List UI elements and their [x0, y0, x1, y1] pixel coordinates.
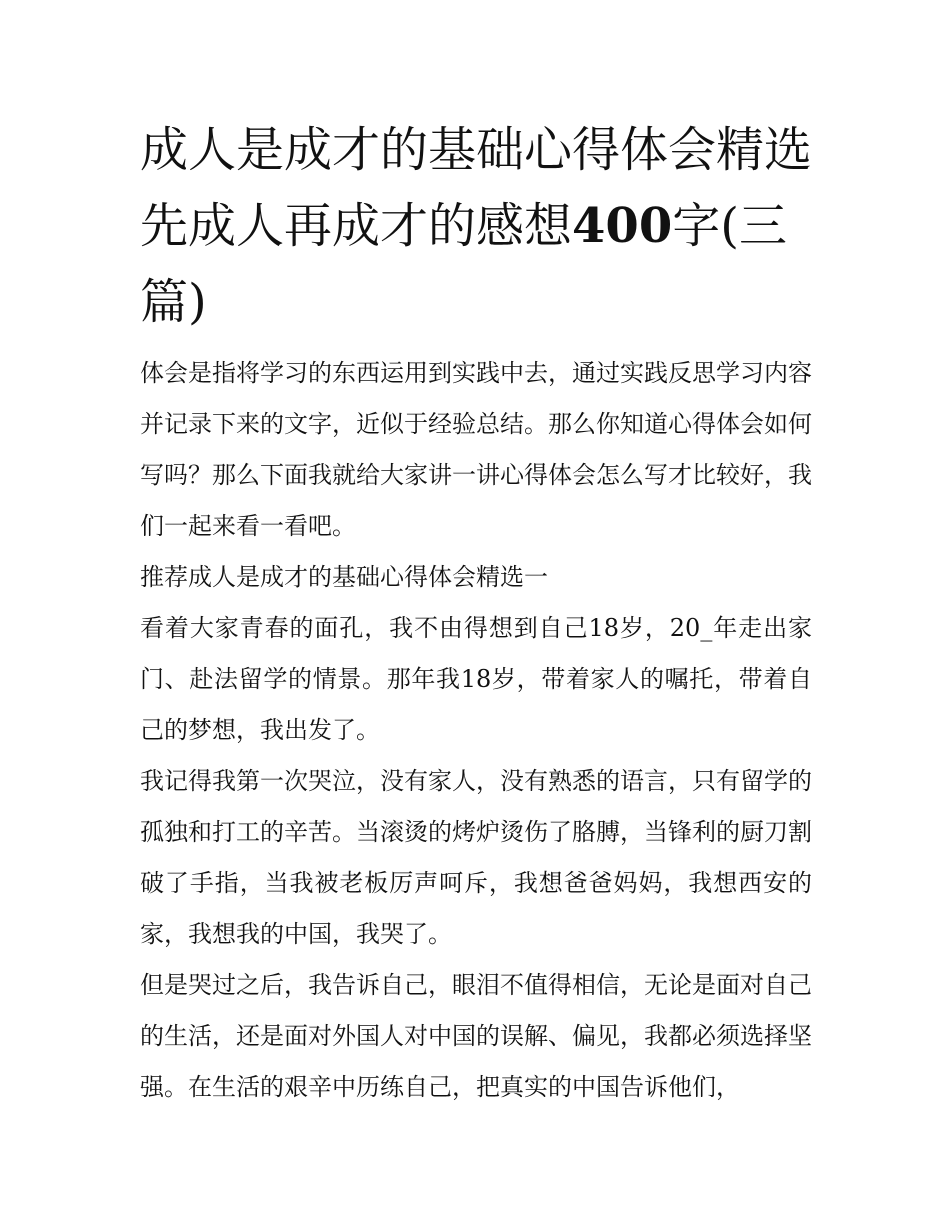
document-page [140, 112, 812, 1113]
title-number: 400 [572, 198, 673, 254]
body-paragraph: 看着大家青春的面孔，我不由得想到自己18岁，20_年走出家门、赴法留学的情景。那年我18岁，带着家人的嘱托，带着自己的梦想，我出发了。 [140, 614, 812, 744]
title-text: 成人是成才的基础心得体会精选 先成人再成才的感想 [140, 122, 813, 254]
body-paragraph: 我记得我第一次哭泣，没有家人，没有熟悉的语言，只有留学的孤独和打工的辛苦。当滚烫的烤炉烫伤了胳膊，当锋利的厨刀割破了手指，当我被老板厉声呵斥，我想爸爸妈妈，我想西安的家，我想我的中国，我哭了。 [140, 767, 812, 948]
title-suffix: 字(三篇) [140, 198, 787, 330]
body-paragraph: 但是哭过之后，我告诉自己，眼泪不值得相信，无论是面对自己的生活，还是面对外国人对中国的误解、偏见，我都必须选择坚强。在生活的艰辛中历练自己，把真实的中国告诉他们， [140, 971, 812, 1101]
intro-paragraph: 体会是指将学习的东西运用到实践中去，通过实践反思学习内容并记录下来的文字，近似于经验总结。那么你知道心得体会如何写吗？那么下面我就给大家讲一讲心得体会怎么写才比较好，我们一起来看一看吧。 [140, 359, 812, 540]
section-heading: 推荐成人是成才的基础心得体会精选一 [140, 563, 548, 591]
document-title [140, 112, 812, 340]
